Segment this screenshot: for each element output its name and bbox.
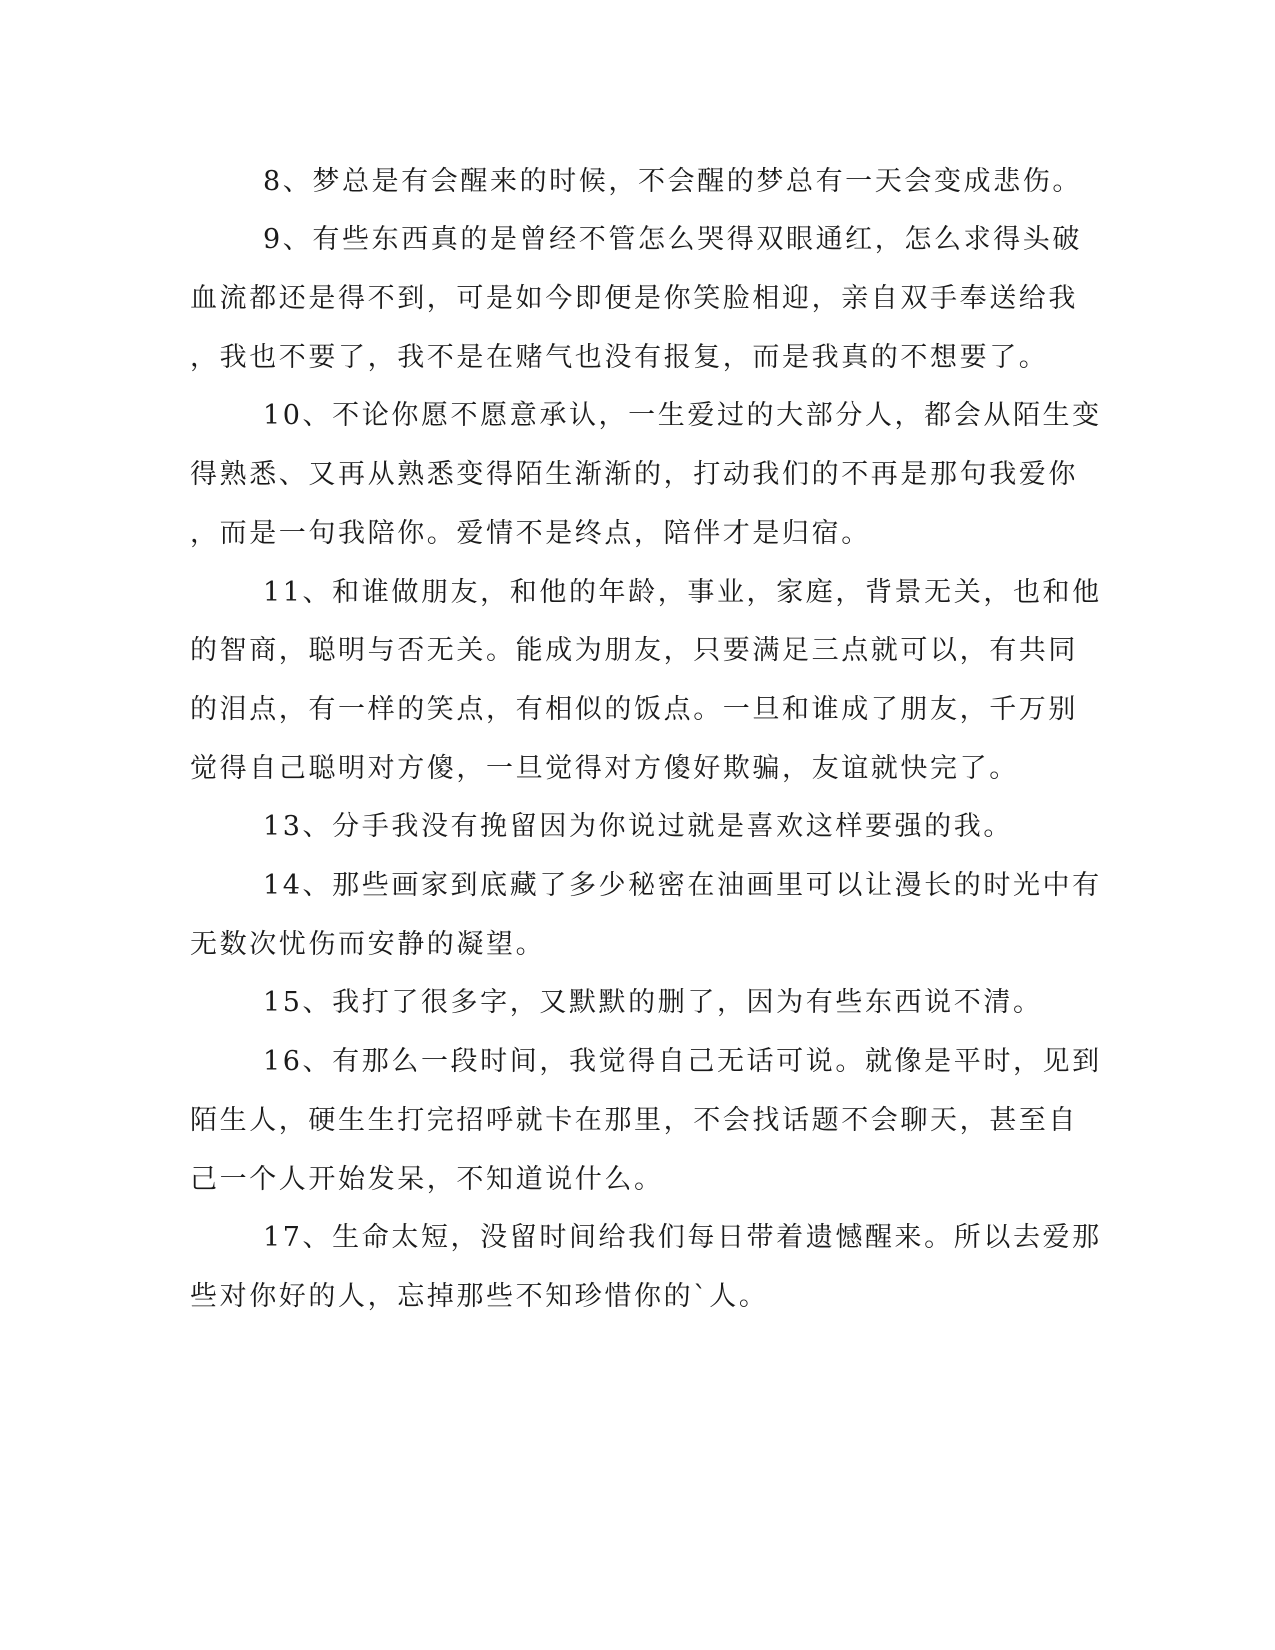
text-line: 14、那些画家到底藏了多少秘密在油画里可以让漫长的时光中有 xyxy=(263,870,1102,901)
text-line: 13、分手我没有挽留因为你说过就是喜欢这样要强的我。 xyxy=(263,811,1013,842)
text-line: 的泪点，有一样的笑点，有相似的饭点。一旦和谁成了朋友，千万别 xyxy=(190,694,1078,725)
text-line: 无数次忧伤而安静的凝望。 xyxy=(190,929,546,960)
text-line: 些对你好的人，忘掉那些不知珍惜你的`人。 xyxy=(190,1281,769,1312)
text-line: 陌生人，硬生生打完招呼就卡在那里，不会找话题不会聊天，甚至自 xyxy=(190,1105,1078,1136)
text-line: 11、和谁做朋友，和他的年龄，事业，家庭，背景无关，也和他 xyxy=(263,577,1102,608)
text-line: 的智商，聪明与否无关。能成为朋友，只要满足三点就可以，有共同 xyxy=(190,635,1078,666)
text-line: 得熟悉、又再从熟悉变得陌生渐渐的，打动我们的不再是那句我爱你 xyxy=(190,459,1078,490)
text-line: 17、生命太短，没留时间给我们每日带着遗憾醒来。所以去爱那 xyxy=(263,1222,1102,1253)
text-line: 9、有些东西真的是曾经不管怎么哭得双眼通红，怎么求得头破 xyxy=(263,224,1082,255)
text-line: ，而是一句我陪你。爱情不是终点，陪伴才是归宿。 xyxy=(190,518,871,549)
text-line: 15、我打了很多字，又默默的删了，因为有些东西说不清。 xyxy=(263,987,1043,1018)
text-line: 10、不论你愿不愿意承认，一生爱过的大部分人，都会从陌生变 xyxy=(263,400,1102,431)
text-line: 16、有那么一段时间，我觉得自己无话可说。就像是平时，见到 xyxy=(263,1046,1102,1077)
text-line: 觉得自己聪明对方傻，一旦觉得对方傻好欺骗，友谊就快完了。 xyxy=(190,753,1019,784)
text-line: 血流都还是得不到，可是如今即便是你笑脸相迎，亲自双手奉送给我 xyxy=(190,283,1078,314)
text-line: ，我也不要了，我不是在赌气也没有报复，而是我真的不想要了。 xyxy=(190,342,1049,373)
text-line: 己一个人开始发呆，不知道说什么。 xyxy=(190,1164,664,1195)
text-line: 8、梦总是有会醒来的时候，不会醒的梦总有一天会变成悲伤。 xyxy=(263,166,1082,197)
